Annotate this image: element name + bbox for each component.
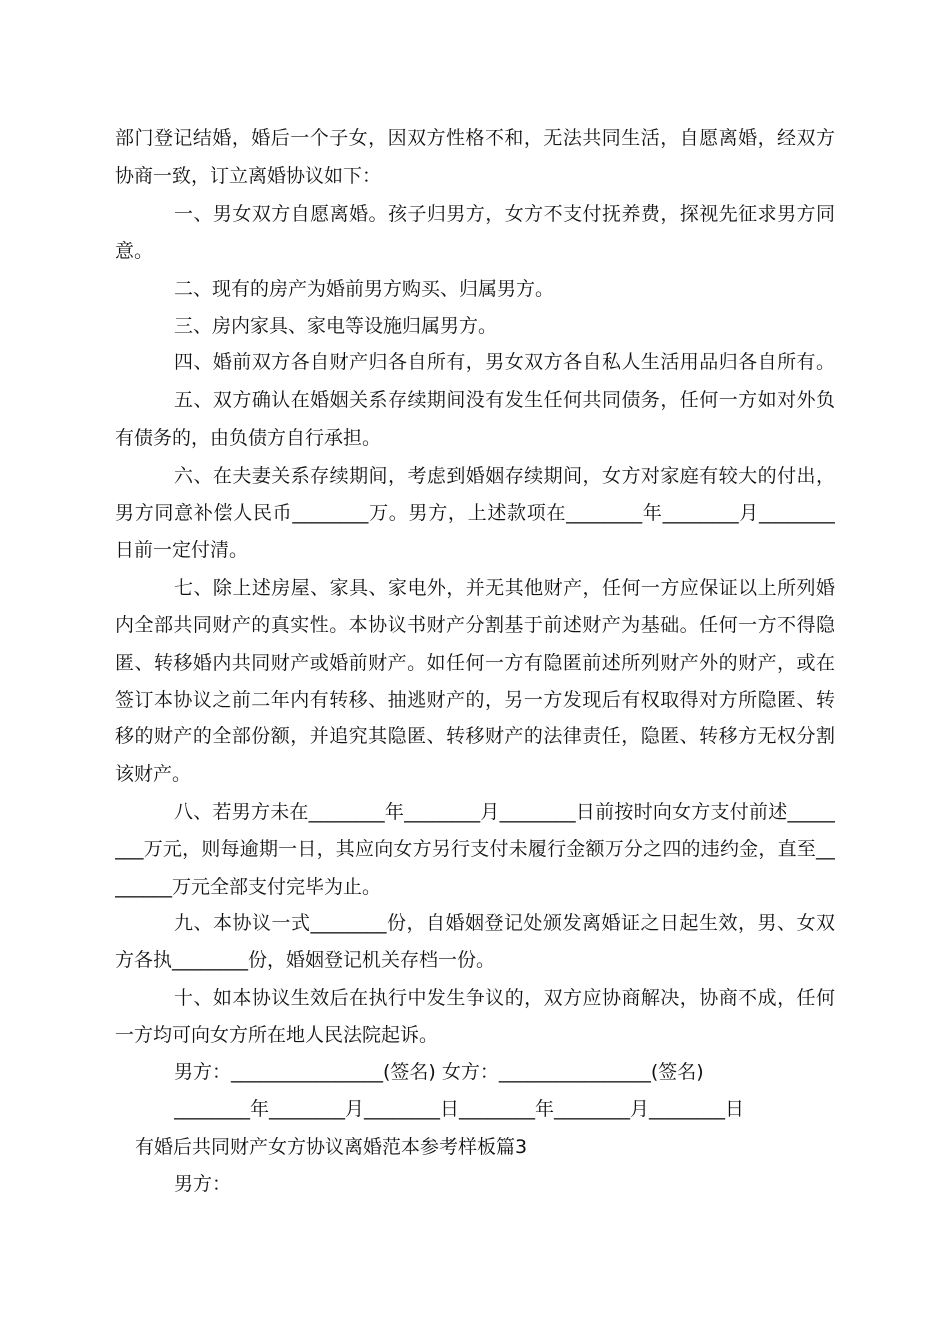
text-line: 移的财产的全部份额，并追究其隐匿、转移财产的法律责任，隐匿、转移方无权分割	[115, 725, 835, 747]
text-line: 有债务的，由负债方自行承担。	[115, 427, 382, 449]
text-line: 一方均可向女方所在地人民法院起诉。	[115, 1024, 439, 1046]
signature-line: 男方：________________(签名) 女方：________________(签名)	[174, 1061, 704, 1083]
section-heading: 有婚后共同财产女方协议离婚范本参考样板篇3	[135, 1136, 528, 1158]
clause-5: 五、双方确认在婚姻关系存续期间没有发生任何共同债务，任何一方如对外负	[174, 389, 835, 411]
text-line: 日前一定付清。	[115, 539, 249, 561]
party-label: 男方：	[174, 1173, 232, 1195]
clause-8: 八、若男方未在________年________月________日前按时向女方支付前述_____	[174, 801, 835, 823]
text-line: 方各执________份，婚姻登记机关存档一份。	[115, 949, 496, 971]
text-line: 签订本协议之前二年内有转移、抽逃财产的，另一方发现后有权取得对方所隐匿、转	[115, 689, 835, 711]
date-line: ________年________月________日________年________月________日	[174, 1098, 745, 1120]
clause-9: 九、本协议一式________份，自婚姻登记处颁发离婚证之日起生效，男、女双	[174, 912, 835, 934]
text-line: 部门登记结婚，婚后一个子女，因双方性格不和，无法共同生活，自愿离婚，经双方	[115, 127, 835, 149]
clause-4: 四、婚前双方各自财产归各自所有，男女双方各自私人生活用品归各自所有。	[174, 351, 835, 373]
clause-2: 二、现有的房产为婚前男方购买、归属男方。	[174, 278, 555, 300]
clause-3: 三、房内家具、家电等设施归属男方。	[174, 315, 498, 337]
text-line: 内全部共同财产的真实性。本协议书财产分割基于前述财产为基础。任何一方不得隐	[115, 614, 835, 636]
text-line: ______万元全部支付完毕为止。	[115, 876, 382, 898]
clause-10: 十、如本协议生效后在执行中发生争议的，双方应协商解决，协商不成，任何	[174, 987, 835, 1009]
clause-1: 一、男女双方自愿离婚。孩子归男方，女方不支付抚养费，探视先征求男方同	[174, 203, 835, 225]
text-line: 意。	[115, 240, 154, 262]
text-line: 男方同意补偿人民币________万。男方，上述款项在________年________月________	[115, 502, 835, 524]
clause-7: 七、除上述房屋、家具、家电外，并无其他财产，任何一方应保证以上所列婚	[174, 577, 835, 599]
clause-6: 六、在夫妻关系存续期间，考虑到婚姻存续期间，女方对家庭有较大的付出，	[174, 465, 835, 487]
text-line: 该财产。	[115, 763, 192, 785]
text-line: 匿、转移婚内共同财产或婚前财产。如任何一方有隐匿前述所列财产外的财产，或在	[115, 652, 835, 674]
text-line: 协商一致，订立离婚协议如下：	[115, 165, 382, 187]
text-line: ___万元，则每逾期一日，其应向女方另行支付未履行金额万分之四的违约金，直至__	[115, 838, 835, 860]
